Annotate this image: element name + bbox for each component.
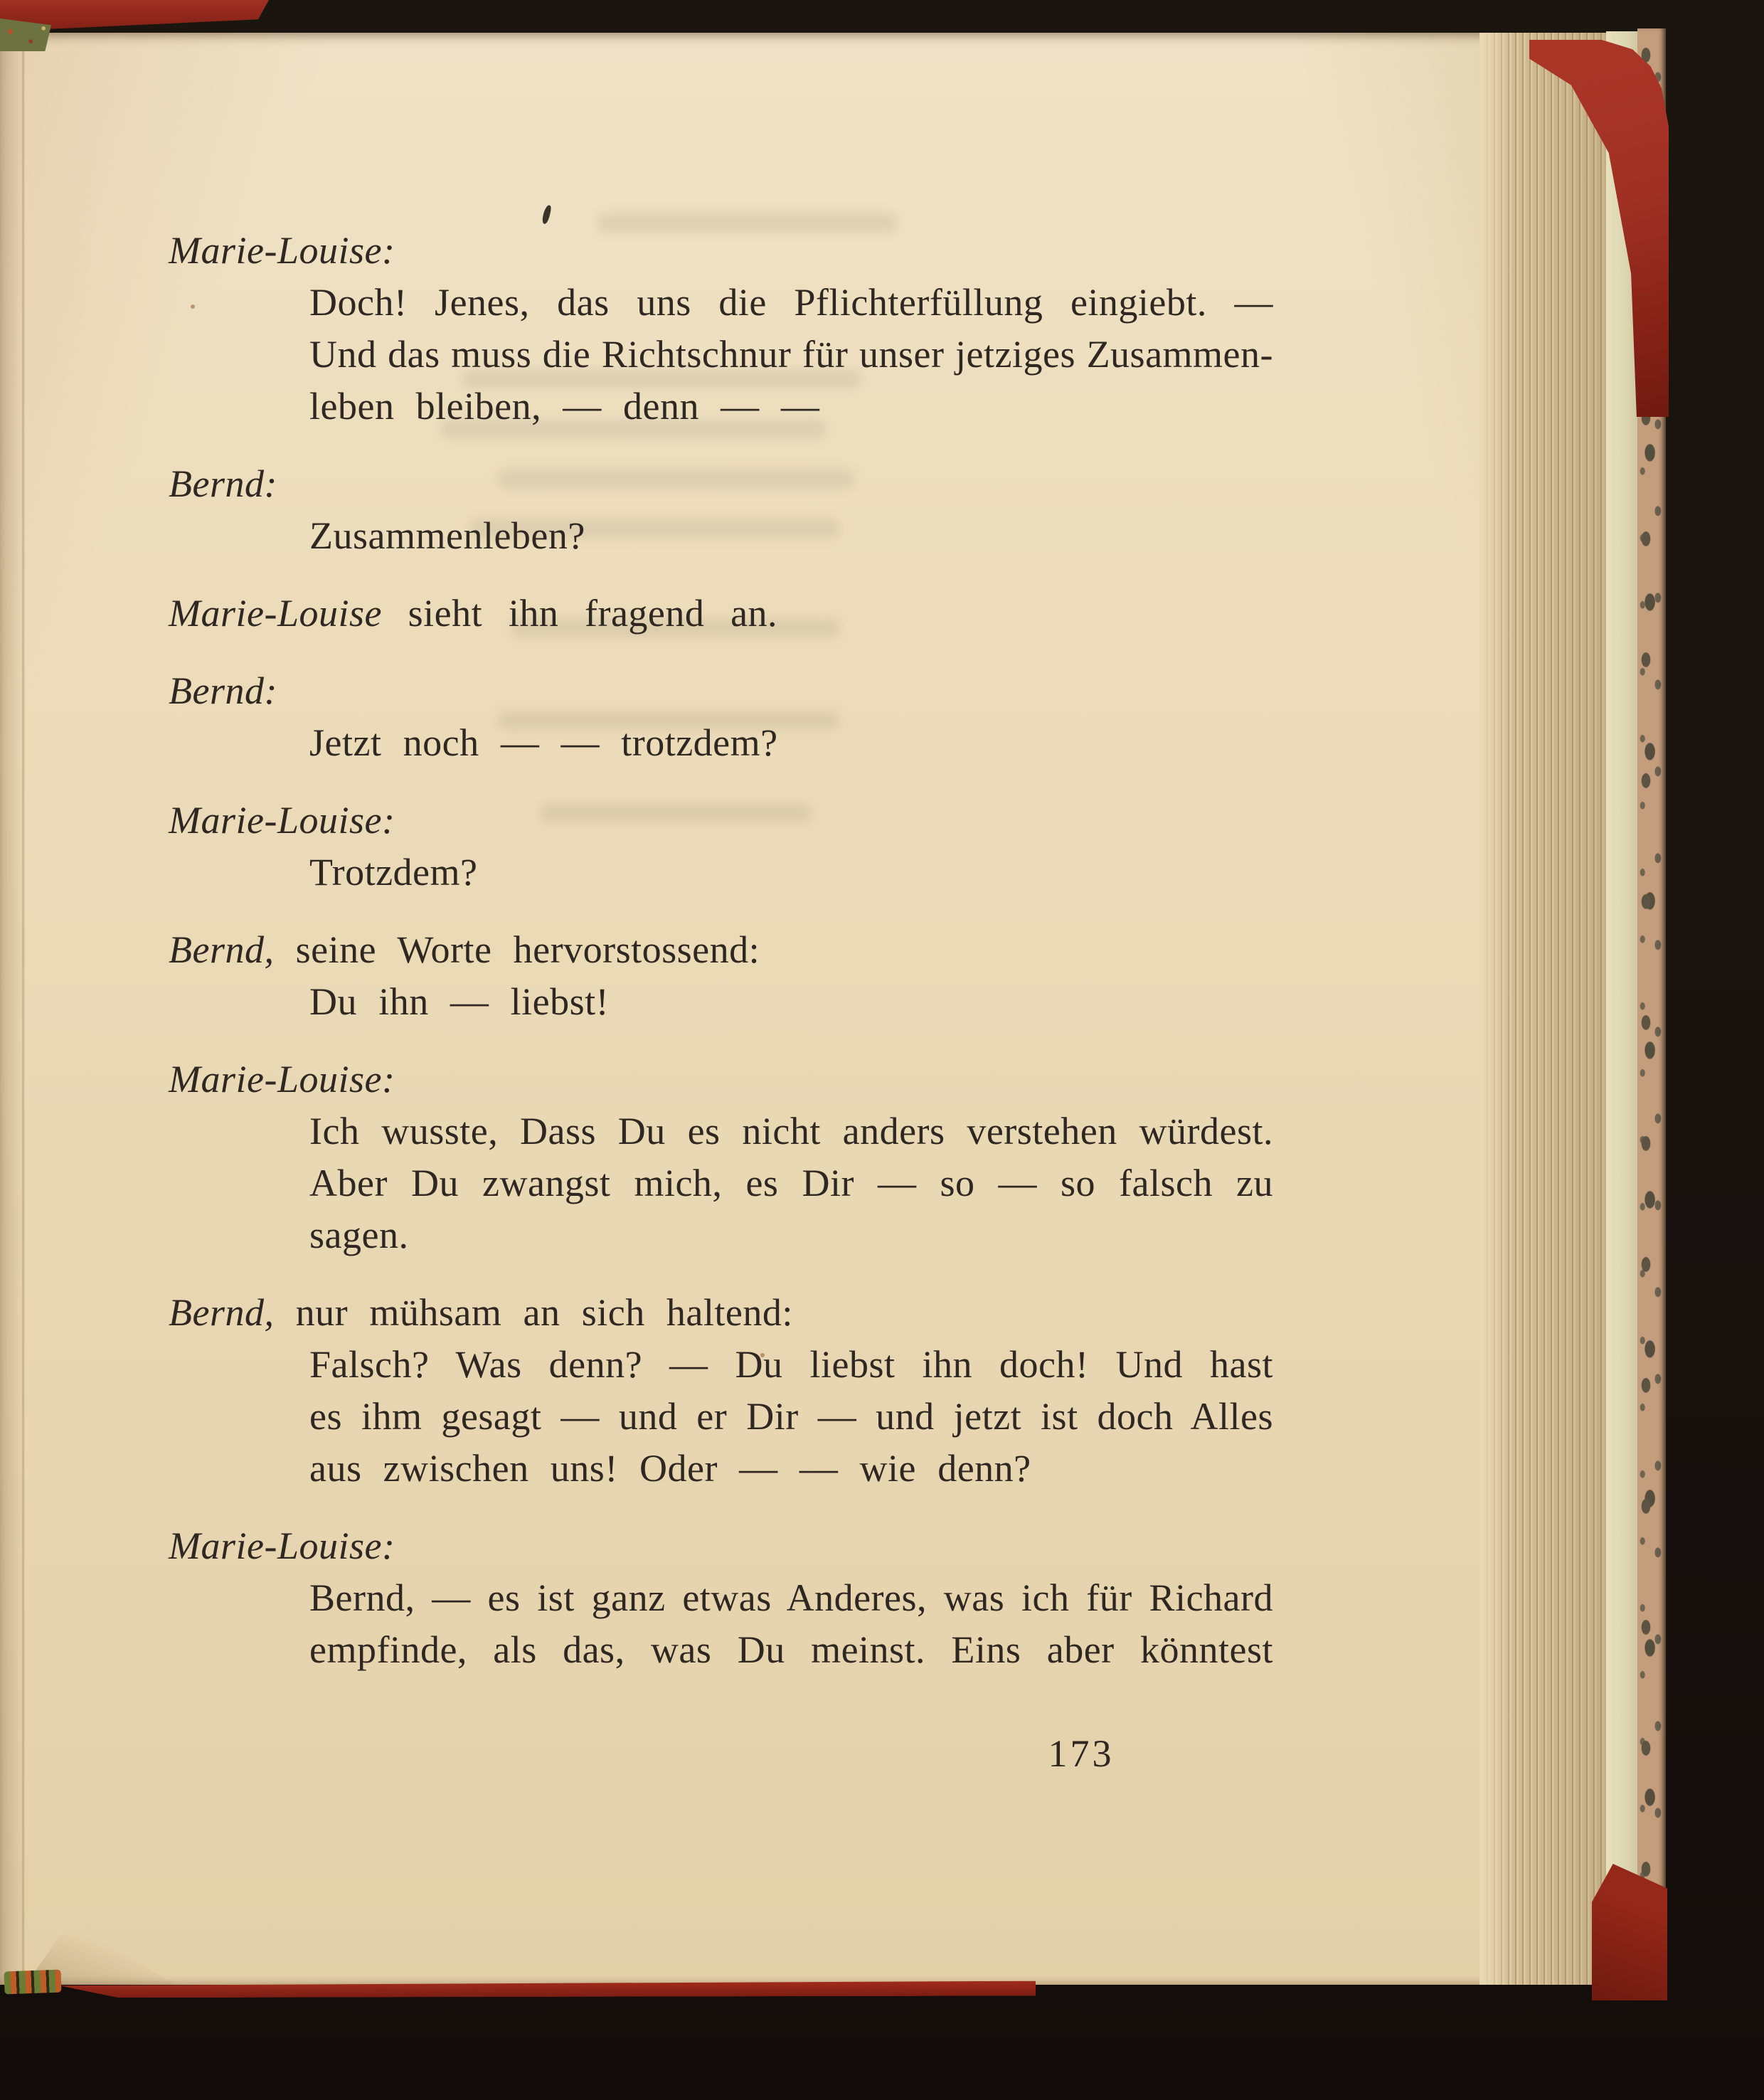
speech-block bbox=[169, 1287, 1273, 1495]
speech-block bbox=[169, 924, 1273, 1028]
speaker-label-line bbox=[169, 665, 1273, 717]
speaker-label-line bbox=[169, 458, 1273, 510]
speaker-name: Bernd, bbox=[169, 928, 275, 971]
speaker-label-line bbox=[169, 225, 1273, 277]
stage-direction-block bbox=[169, 588, 1273, 640]
dialogue-line: aus zwischen uns! Oder — — wie denn? bbox=[309, 1447, 1031, 1490]
speaker-name: Marie-Louise: bbox=[169, 229, 395, 272]
dialogue-line: Ich wusste, Dass Du es nicht anders verstehen würdest. bbox=[309, 1110, 1273, 1152]
speech-block bbox=[169, 458, 1273, 562]
dialogue-line: Falsch? Was denn? — Du liebst ihn doch! Und hast bbox=[309, 1343, 1273, 1386]
page-left-edge-shading bbox=[0, 33, 21, 1985]
speaker-name: Marie-Louise: bbox=[169, 1524, 395, 1567]
speech-block bbox=[169, 1520, 1273, 1676]
dialogue-text-column bbox=[169, 225, 1273, 1676]
page-stack-fade bbox=[1479, 33, 1512, 1985]
speaker-label-line bbox=[169, 1054, 1273, 1105]
dialogue-line: es ihm gesagt — und er Dir — und jetzt ist doch Alles bbox=[309, 1395, 1273, 1438]
dialogue-line: Jetzt noch — — trotzdem? bbox=[309, 721, 778, 764]
dialogue-line: Bernd, — es ist ganz etwas Anderes, was ich für Richard bbox=[309, 1576, 1273, 1619]
page-number: 173 bbox=[1048, 1732, 1115, 1775]
speaker-suffix: nur mühsam an sich haltend: bbox=[274, 1291, 793, 1334]
dialogue-line: empfinde, als das, was Du meinst. Eins aber könntest bbox=[309, 1628, 1273, 1671]
red-cover-corner-bottom-right bbox=[1592, 1864, 1667, 2000]
dialogue-line: Du ihn — liebst! bbox=[309, 980, 610, 1023]
speaker-label-line bbox=[169, 1287, 1273, 1339]
speech-block bbox=[169, 665, 1273, 769]
dialogue-line: Doch! Jenes, das uns die Pflichterfüllung eingiebt. — bbox=[309, 281, 1273, 324]
speaker-label-line bbox=[169, 1520, 1273, 1572]
speaker-name: Marie-Louise bbox=[169, 592, 382, 635]
dialogue-line: leben bleiben, — denn — — bbox=[309, 385, 820, 428]
dialogue-line: Aber Du zwangst mich, es Dir — so — so falsch zu bbox=[309, 1162, 1273, 1204]
speaker-label-line bbox=[169, 795, 1273, 847]
speaker-name: Bernd, bbox=[169, 1291, 275, 1334]
speaker-label-line bbox=[169, 924, 1273, 976]
dialogue-line: sagen. bbox=[309, 1214, 409, 1256]
speaker-name: Marie-Louise: bbox=[169, 1058, 395, 1101]
speech-block bbox=[169, 225, 1273, 433]
stage-direction bbox=[169, 588, 1273, 640]
speaker-suffix: seine Worte hervorstossend: bbox=[274, 928, 760, 971]
speaker-name: Marie-Louise: bbox=[169, 799, 395, 842]
dialogue-line: Trotzdem? bbox=[309, 851, 478, 893]
speaker-name: Bernd: bbox=[169, 462, 277, 505]
speaker-name: Bernd: bbox=[169, 669, 277, 712]
dialogue-line: Zusammenleben? bbox=[309, 514, 585, 557]
headband-bottom-left bbox=[4, 1970, 61, 1995]
page-crease-line bbox=[21, 33, 25, 1985]
speech-block bbox=[169, 795, 1273, 898]
stage-direction-text: sieht ihn fragend an. bbox=[381, 592, 778, 635]
speech-block bbox=[169, 1054, 1273, 1261]
dialogue-line: Und das muss die Richtschnur für unser jetziges Zusammen- bbox=[309, 333, 1273, 376]
